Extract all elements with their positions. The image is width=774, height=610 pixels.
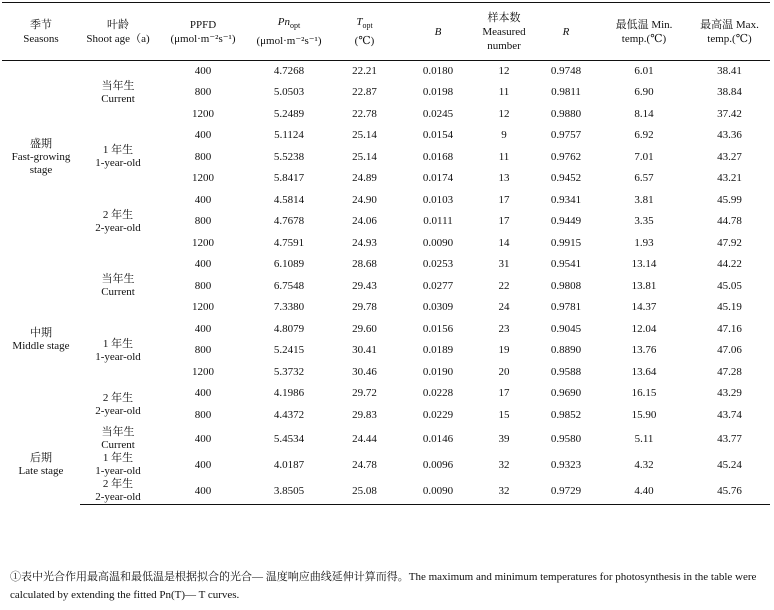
max-temp-cell: 45.19 xyxy=(717,301,742,314)
pn-opt-cell: 6.1089 xyxy=(273,258,305,271)
sample-number-cell: 17 xyxy=(498,215,510,228)
table-row xyxy=(2,125,770,147)
table-header xyxy=(2,3,770,61)
t-opt-cell: 29.83 xyxy=(352,408,377,421)
ppfd-cell: 1200 xyxy=(192,236,214,249)
b-cell: 0.0198 xyxy=(422,86,454,99)
b-cell: 0.0111 xyxy=(423,215,453,228)
ppfd-cell: 1200 xyxy=(192,172,214,185)
shoot-age-zh: 2 年生 xyxy=(102,391,134,404)
r-cell: 0.9808 xyxy=(550,279,582,292)
shoot-age-en: Current xyxy=(101,286,135,299)
r-cell: 0.9580 xyxy=(550,432,582,445)
shoot-age-zh: 当年生 xyxy=(101,426,135,438)
max-temp-cell: 47.16 xyxy=(717,322,742,335)
pn-opt-cell: 5.8417 xyxy=(273,172,305,185)
b-cell: 0.0189 xyxy=(422,344,454,357)
r-cell: 0.9748 xyxy=(550,65,582,77)
ppfd-cell: 800 xyxy=(194,408,212,421)
max-temp-cell: 47.92 xyxy=(717,236,742,249)
r-cell: 0.9852 xyxy=(550,408,582,421)
sample-number-cell: 32 xyxy=(498,458,510,471)
ppfd-cell: 1200 xyxy=(192,107,214,120)
pn-opt-cell: 4.7591 xyxy=(273,236,305,249)
r-cell: 0.9541 xyxy=(550,258,582,271)
r-cell: 0.9588 xyxy=(550,365,582,378)
min-temp-cell: 4.40 xyxy=(599,478,689,505)
b-cell: 0.0090 xyxy=(422,236,454,249)
r-cell: 0.9323 xyxy=(550,458,582,471)
season-cell xyxy=(2,254,80,426)
sample-number-cell: 14 xyxy=(498,236,510,249)
shoot-age-cell xyxy=(80,319,156,384)
t-opt-cell: 25.14 xyxy=(352,129,377,142)
b-cell: 0.0190 xyxy=(422,365,454,378)
b-cell: 0.0156 xyxy=(422,322,454,335)
max-temp-cell: 45.05 xyxy=(717,279,742,292)
table-body xyxy=(2,61,770,505)
pn-opt-cell: 4.5814 xyxy=(273,193,305,206)
sample-number-cell: 15 xyxy=(498,408,510,421)
sample-number-cell: 12 xyxy=(498,107,510,120)
t-opt-cell: 24.89 xyxy=(352,172,377,185)
table-row xyxy=(2,452,770,478)
max-temp-cell: 44.78 xyxy=(717,215,742,228)
pn-opt-cell: 5.5238 xyxy=(273,150,305,163)
table-row xyxy=(2,426,770,452)
sample-number-cell: 17 xyxy=(498,387,510,400)
t-opt-cell: 30.41 xyxy=(352,344,377,357)
season-name-zh: 盛期 xyxy=(30,138,52,150)
shoot-age-en: 1-year-old xyxy=(95,350,141,363)
r-cell: 0.9781 xyxy=(550,301,582,314)
b-cell: 0.0090 xyxy=(401,478,475,505)
max-temp-cell: 47.06 xyxy=(717,344,742,357)
t-opt-cell: 30.46 xyxy=(352,365,377,378)
sample-number-cell: 17 xyxy=(498,193,510,206)
min-temp-cell: 3.81 xyxy=(634,193,654,206)
header-b: B xyxy=(434,25,442,38)
table-row xyxy=(2,478,770,505)
pn-opt-cell: 5.0503 xyxy=(273,86,305,99)
r-cell: 0.8890 xyxy=(550,344,582,357)
max-temp-cell: 43.29 xyxy=(717,387,742,400)
pn-opt-cell: 7.3380 xyxy=(273,301,305,314)
pn-opt-cell: 5.3732 xyxy=(273,365,305,378)
sample-number-cell: 11 xyxy=(498,86,510,99)
shoot-age-en: Current xyxy=(101,93,135,105)
min-temp-cell: 13.64 xyxy=(631,365,657,378)
min-temp-cell: 12.04 xyxy=(631,322,657,335)
ppfd-cell: 800 xyxy=(194,86,212,99)
min-temp-cell: 14.37 xyxy=(631,301,657,314)
sample-number-cell: 23 xyxy=(498,322,510,335)
shoot-age-cell xyxy=(80,190,156,255)
max-temp-cell: 37.42 xyxy=(717,107,742,120)
max-temp-cell: 43.21 xyxy=(717,172,742,185)
sample-number-cell: 32 xyxy=(475,478,533,505)
shoot-age-en: 2-year-old xyxy=(95,404,141,417)
season-name-zh: 中期 xyxy=(30,327,52,339)
t-opt-cell: 25.08 xyxy=(328,478,401,505)
r-cell: 0.9811 xyxy=(551,86,581,99)
header-season: 季节 Seasons xyxy=(23,18,59,45)
max-temp-cell: 43.77 xyxy=(717,432,742,445)
t-opt-cell: 24.06 xyxy=(352,215,377,228)
min-temp-cell: 3.35 xyxy=(634,215,654,228)
t-opt-cell: 29.60 xyxy=(352,322,377,335)
t-opt-cell: 22.21 xyxy=(352,65,377,77)
min-temp-cell: 6.92 xyxy=(634,129,654,142)
header-pn-opt: $Pn_{opt}$ (μmol·m⁻²s⁻¹) xyxy=(256,16,322,47)
max-temp-cell: 43.36 xyxy=(717,129,742,142)
ppfd-cell: 400 xyxy=(194,65,212,77)
header-sample-number: 样本数 Measured number xyxy=(482,11,526,52)
min-temp-cell: 15.90 xyxy=(631,408,657,421)
pn-opt-cell: 5.4534 xyxy=(273,432,305,445)
b-cell: 0.0154 xyxy=(422,129,454,142)
sample-number-cell: 22 xyxy=(498,279,510,292)
t-opt-cell: 29.78 xyxy=(352,301,377,314)
min-temp-cell: 13.81 xyxy=(631,279,657,292)
ppfd-cell: 400 xyxy=(194,193,212,206)
shoot-age-zh: 2 年生 xyxy=(102,478,134,490)
ppfd-cell: 1200 xyxy=(192,301,214,314)
sample-number-cell: 20 xyxy=(498,365,510,378)
shoot-age-cell xyxy=(80,125,156,190)
max-temp-cell: 45.99 xyxy=(717,193,742,206)
min-temp-cell: 7.01 xyxy=(634,150,654,163)
t-opt-cell: 22.87 xyxy=(352,86,377,99)
max-temp-cell: 44.22 xyxy=(717,258,742,271)
max-temp-cell: 43.74 xyxy=(717,408,742,421)
min-temp-cell: 13.76 xyxy=(631,344,657,357)
header-ppfd: PPFD (μmol·m⁻²s⁻¹) xyxy=(170,18,236,45)
season-name-zh: 后期 xyxy=(30,452,52,465)
photosynthesis-table xyxy=(2,2,770,505)
pn-opt-cell: 4.4372 xyxy=(273,408,305,421)
pn-opt-cell: 4.0187 xyxy=(273,458,305,471)
t-opt-cell: 24.90 xyxy=(352,193,377,206)
t-opt-cell: 28.68 xyxy=(352,258,377,271)
t-opt-cell: 25.14 xyxy=(352,150,377,163)
table-footnote: ①表中光合作用最高温和最低温是根据拟合的光合— 温度响应曲线延伸计算而得。The maximum and minimum temperatures for photosynthesis in the table were calculated by extending the fitted Pn(T)— T curves. xyxy=(10,571,757,601)
r-cell: 0.9757 xyxy=(550,129,582,142)
ppfd-cell: 400 xyxy=(194,258,212,271)
shoot-age-en: 2-year-old xyxy=(95,491,141,503)
header-shoot-age: 叶龄 Shoot age（a) xyxy=(86,18,150,45)
t-opt-cell: 24.93 xyxy=(352,236,377,249)
b-cell: 0.0309 xyxy=(422,301,454,314)
shoot-age-en: Current xyxy=(101,439,135,451)
shoot-age-zh: 1 年生 xyxy=(102,144,134,157)
b-cell: 0.0229 xyxy=(422,408,454,421)
ppfd-cell: 400 xyxy=(194,387,212,400)
pn-opt-cell: 4.8079 xyxy=(273,322,305,335)
season-name-en: Fast-growing stage xyxy=(11,151,71,176)
pn-opt-cell: 5.2415 xyxy=(273,344,305,357)
shoot-age-cell xyxy=(80,254,156,319)
min-temp-cell: 5.11 xyxy=(634,432,654,445)
b-cell: 0.0146 xyxy=(422,432,454,445)
t-opt-cell: 24.44 xyxy=(352,432,377,445)
shoot-age-zh: 当年生 xyxy=(101,80,135,92)
sample-number-cell: 39 xyxy=(498,432,510,445)
r-cell: 0.9915 xyxy=(550,236,582,249)
season-name-en: Late stage xyxy=(18,465,64,478)
r-cell: 0.9762 xyxy=(550,150,582,163)
header-t-opt: $T_{opt}$ (℃) xyxy=(354,16,375,47)
shoot-age-cell xyxy=(80,426,156,452)
shoot-age-en: 1-year-old xyxy=(95,157,141,170)
shoot-age-zh: 2 年生 xyxy=(102,208,134,221)
table-row xyxy=(2,254,770,276)
ppfd-cell: 800 xyxy=(194,215,212,228)
b-cell: 0.0096 xyxy=(422,458,454,471)
header-min-temp: 最低温 Min. temp.(℃) xyxy=(615,18,673,45)
r-cell: 0.9341 xyxy=(550,193,582,206)
pn-opt-cell: 5.2489 xyxy=(273,107,305,120)
max-temp-cell: 38.84 xyxy=(717,86,742,99)
header-r: R xyxy=(562,25,570,38)
season-name-en: Middle stage xyxy=(12,340,70,352)
r-cell: 0.9045 xyxy=(550,322,582,335)
sample-number-cell: 11 xyxy=(498,150,510,163)
b-cell: 0.0277 xyxy=(422,279,454,292)
ppfd-cell: 800 xyxy=(194,279,212,292)
table-row xyxy=(2,190,770,212)
pn-opt-cell: 4.1986 xyxy=(273,387,305,400)
t-opt-cell: 22.78 xyxy=(352,107,377,120)
min-temp-cell: 6.90 xyxy=(634,86,654,99)
ppfd-cell: 800 xyxy=(194,150,212,163)
pn-opt-cell: 3.8505 xyxy=(250,478,328,505)
min-temp-cell: 6.01 xyxy=(634,65,654,77)
shoot-age-cell xyxy=(80,383,156,426)
shoot-age-zh: 当年生 xyxy=(101,273,135,286)
r-cell: 0.9880 xyxy=(550,107,582,120)
min-temp-cell: 16.15 xyxy=(631,387,657,400)
min-temp-cell: 1.93 xyxy=(634,236,654,249)
b-cell: 0.0174 xyxy=(422,172,454,185)
t-opt-cell: 29.43 xyxy=(352,279,377,292)
pn-opt-cell: 4.7268 xyxy=(273,65,305,77)
min-temp-cell: 6.57 xyxy=(634,172,654,185)
r-cell: 0.9690 xyxy=(550,387,582,400)
table-row xyxy=(2,319,770,341)
t-opt-cell: 24.78 xyxy=(352,458,377,471)
max-temp-cell: 45.24 xyxy=(717,458,742,471)
shoot-age-zh: 1 年生 xyxy=(102,452,134,464)
max-temp-cell: 43.27 xyxy=(717,150,742,163)
shoot-age-en: 2-year-old xyxy=(95,221,141,234)
sample-number-cell: 12 xyxy=(498,65,510,77)
shoot-age-zh: 1 年生 xyxy=(102,337,134,350)
season-cell xyxy=(2,426,80,505)
pn-opt-cell: 6.7548 xyxy=(273,279,305,292)
ppfd-cell: 400 xyxy=(194,432,212,445)
ppfd-cell: 1200 xyxy=(192,365,214,378)
shoot-age-cell xyxy=(80,61,156,126)
sample-number-cell: 31 xyxy=(498,258,510,271)
b-cell: 0.0245 xyxy=(422,107,454,120)
pn-opt-cell: 4.7678 xyxy=(273,215,305,228)
ppfd-cell: 400 xyxy=(156,478,250,505)
t-opt-cell: 29.72 xyxy=(352,387,377,400)
sample-number-cell: 24 xyxy=(498,301,510,314)
table-row xyxy=(2,61,770,83)
max-temp-cell: 47.28 xyxy=(717,365,742,378)
max-temp-cell: 45.76 xyxy=(689,478,770,505)
b-cell: 0.0253 xyxy=(422,258,454,271)
shoot-age-cell xyxy=(80,478,156,505)
shoot-age-cell xyxy=(80,452,156,478)
ppfd-cell: 400 xyxy=(194,322,212,335)
sample-number-cell: 13 xyxy=(498,172,510,185)
r-cell: 0.9449 xyxy=(550,215,582,228)
ppfd-cell: 400 xyxy=(194,129,212,142)
r-cell: 0.9729 xyxy=(533,478,599,505)
ppfd-cell: 800 xyxy=(194,344,212,357)
table-row xyxy=(2,383,770,405)
max-temp-cell: 38.41 xyxy=(717,65,742,77)
b-cell: 0.0228 xyxy=(422,387,454,400)
pn-opt-cell: 5.1124 xyxy=(274,129,304,142)
shoot-age-en: 1-year-old xyxy=(95,465,141,477)
b-cell: 0.0103 xyxy=(422,193,454,206)
min-temp-cell: 4.32 xyxy=(634,458,654,471)
r-cell: 0.9452 xyxy=(550,172,582,185)
min-temp-cell: 13.14 xyxy=(631,258,657,271)
season-cell xyxy=(2,61,80,255)
min-temp-cell: 8.14 xyxy=(634,107,654,120)
sample-number-cell: 19 xyxy=(498,344,510,357)
sample-number-cell: 9 xyxy=(501,129,507,142)
b-cell: 0.0180 xyxy=(422,65,454,77)
b-cell: 0.0168 xyxy=(422,150,454,163)
header-max-temp: 最高温 Max. temp.(℃) xyxy=(700,18,759,45)
ppfd-cell: 400 xyxy=(194,458,212,471)
